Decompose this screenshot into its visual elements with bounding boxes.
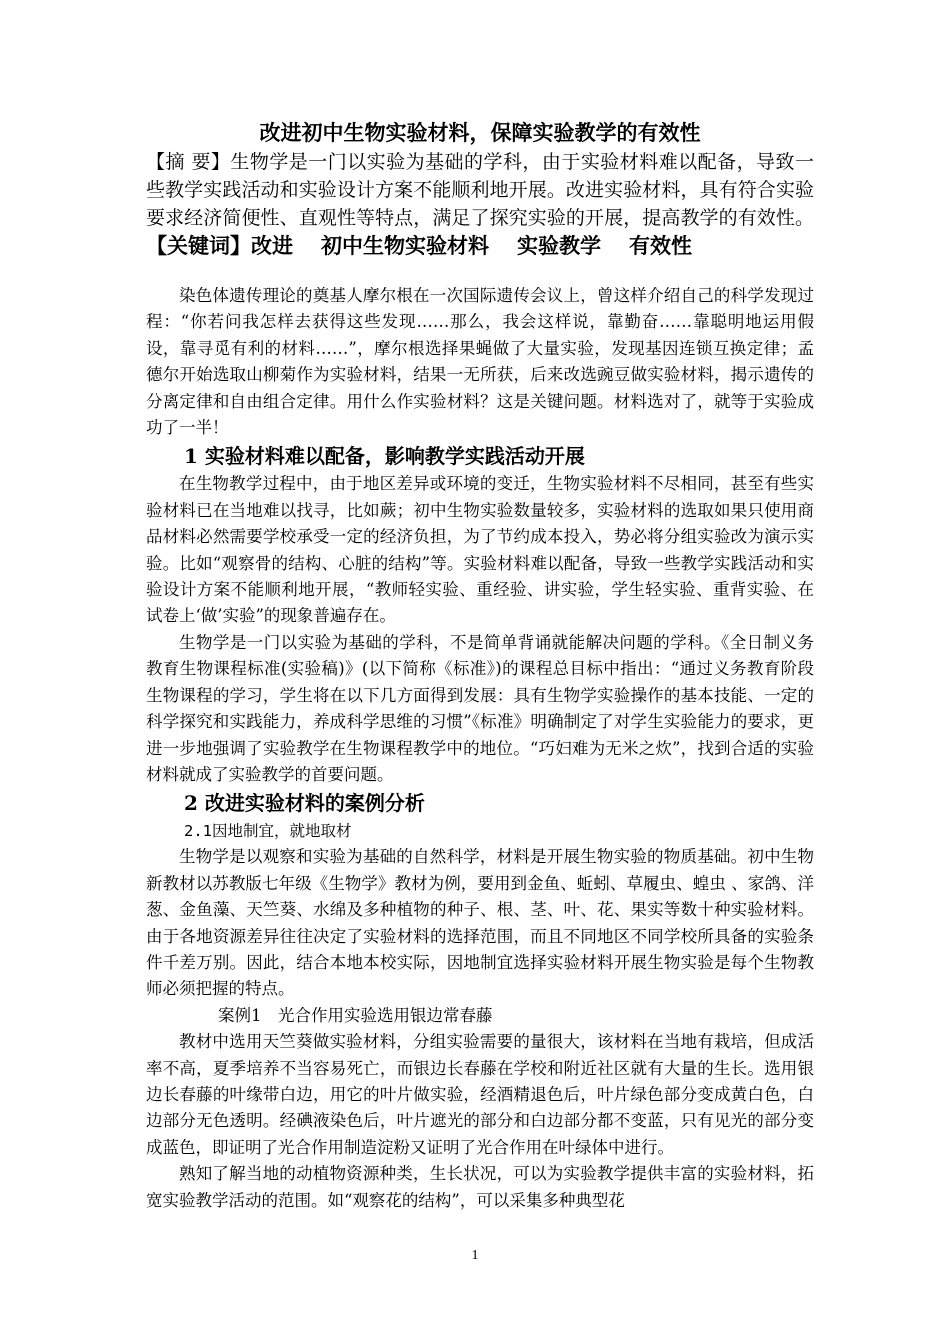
case-title: 案例1 光合作用实验选用银边常春藤 — [218, 1005, 493, 1025]
intro-paragraph: 染色体遗传理论的奠基人摩尔根在一次国际遗传会议上，曾这样介绍自己的科学发现过程：“你若问我怎样去获得这些发现……那么，我会这样说，靠勤奋……靠聪明地运用假设，靠寻觅有利的材料……”，摩尔根选择果蝇做了大量实验，发现基因连锁互换定律；孟德尔开始选取山柳菊作为实验材料，结果一无所获，后来改选豌豆做实验材料，揭示遗传的分离定律和自由组合定律。用什么作实验材料？这是关键问题。材料选对了，就等于实验成功了一半！ — [146, 286, 814, 438]
document-title: 改进初中生物实验材料，保障实验教学的有效性 — [259, 120, 701, 145]
body-paragraph: 在生物教学过程中，由于地区差异或环境的变迁，生物实验材料不尽相同，甚至有些实验材料已在当地难以找寻，比如蕨；初中生物实验数量较多，实验材料的选取如果只使用商品材料必然需要学校承受一定的经济负担，为了节约成本投入，势必将分组实验改为演示实验。比如“观察骨的结构、心脏的结构”等。实验材料难以配备，导致一些教学实践活动和实验设计方案不能顺利地开展，“教师轻实验、重经验、讲实验，学生轻实验、重背实验、在试卷上‘做’实验”的现象普遍存在。 — [146, 474, 814, 626]
body-paragraph: 熟知了解当地的动植物资源种类，生长状况，可以为实验教学提供丰富的实验材料，拓宽实验教学活动的范围。如“观察花的结构”，可以采集多种典型花 — [146, 1164, 814, 1210]
subsection-heading: 2.1因地制宜，就地取材 — [184, 822, 352, 841]
section-heading: 2 改进实验材料的案例分析 — [184, 791, 425, 816]
body-paragraph: 生物学是以观察和实验为基础的自然科学，材料是开展生物实验的物质基础。初中生物新教材以苏教版七年级《生物学》教材为例，要用到金鱼、蚯蚓、草履虫、蝗虫 、家鸽、洋葱、金鱼藻、天竺葵、水绵及多种植物的种子、根、茎、叶、花、果实等数十种实验材料。由于各地资源差异往往决定了实验材料的选择范围，而且不同地区不同学校所具备的实验条件千差万别。因此，结合本地本校实际，因地制宜选择实验材料开展生物实验是每个生物教师必须把握的特点。 — [146, 847, 814, 999]
page-content — [146, 118, 814, 1214]
page-number: 1 — [471, 1248, 479, 1263]
abstract-text: 生物学是一门以实验为基础的学科，由于实验材料难以配备，导致一些教学实践活动和实验设计方案不能顺利地开展。改进实验材料，具有符合实验要求经济简便性、直观性等特点，满足了探究实验的开展，提高教学的有效性。 — [146, 151, 814, 229]
keywords-label: 【关键词】 — [146, 233, 251, 258]
keyword: 有效性 — [629, 233, 692, 258]
body-paragraph: 生物学是一门以实验为基础的学科，不是简单背诵就能解决问题的学科。《全日制义务教育生物课程标准(实验稿)》(以下简称《标准》)的课程总目标中指出：“通过义务教育阶段生物课程的学习，学生将在以下几方面得到发展：具有生物学实验操作的基本技能、一定的科学探究和实践能力，养成科学思维的习惯”《标准》明确制定了对学生实验能力的要求，更进一步地强调了实验教学在生物课程教学中的地位。“巧妇难为无米之炊”，找到合适的实验材料就成了实验教学的首要问题。 — [146, 632, 814, 784]
keyword: 初中生物实验材料 — [321, 233, 489, 258]
abstract — [146, 148, 814, 261]
body-paragraph: 教材中选用天竺葵做实验材料，分组实验需要的量很大，该材料在当地有栽培，但成活率不高，夏季培养不当容易死亡，而银边长春藤在学校和附近社区就有大量的生长。选用银边长春藤的叶缘带白边，用它的叶片做实验，经酒精退色后，叶片绿色部分变成黄白色，白边部分无色透明。经碘液染色后，叶片遮光的部分和白边部分都不变蓝，只有见光的部分变成蓝色，即证明了光合作用制造淀粉又证明了光合作用在叶绿体中进行。 — [146, 1032, 814, 1157]
abstract-label: 【摘 要】 — [146, 151, 231, 173]
keyword: 实验教学 — [517, 233, 601, 258]
section-heading: 1 实验材料难以配备，影响教学实践活动开展 — [184, 444, 585, 469]
keyword: 改进 — [251, 233, 293, 258]
